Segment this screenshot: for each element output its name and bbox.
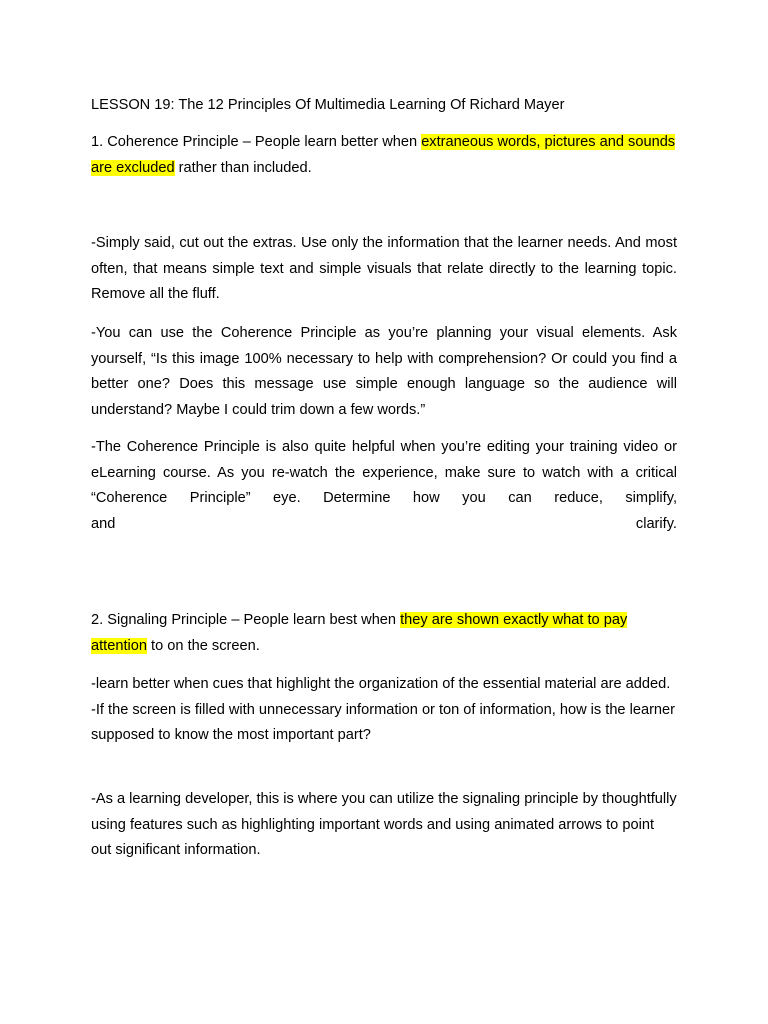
coherence-heading-prefix: 1. Coherence Principle – People learn better when — [91, 134, 422, 150]
coherence-paragraph-planning: -You can use the Coherence Principle as you’re planning your visual elements. Ask yourself, “Is this image 100% necessary to help with comprehension? Or could you find a better one? Does this message use simple enough language so the audience will understand? Maybe I could trim down a few words.” — [91, 325, 677, 418]
lesson-title: LESSON 19: The 12 Principles Of Multimedia Learning Of Richard Mayer — [91, 97, 565, 113]
coherence-heading-suffix: rather than included. — [174, 159, 312, 176]
signaling-paragraph-group — [91, 672, 677, 749]
coherence-highlighted-text: extraneous words, pictures and sounds are excluded — [91, 134, 676, 176]
coherence-editing-last-left: and — [91, 515, 116, 532]
signaling-heading-suffix: to on the screen. — [147, 637, 260, 654]
signaling-paragraph-learn: -learn better when cues that highlight the organization of the essential material are added. — [91, 676, 671, 692]
coherence-editing-body: -The Coherence Principle is also quite helpful when you’re editing your training video or eLearning course. As you re-watch the experience, make sure to watch with a critical “Coherence Principle” eye. Determine how you can reduce, simplify, — [91, 439, 677, 506]
signaling-paragraph-developer: -As a learning developer, this is where you can utilize the signaling principle by thoughtfully using features such as highlighting important words and using animated arrows to point out significant information. — [91, 791, 677, 858]
coherence-editing-last-line — [91, 512, 677, 538]
coherence-principle-heading — [91, 130, 677, 181]
signaling-paragraph-if: -If the screen is filled with unnecessary information or ton of information, how is the learner supposed to know the most important part? — [91, 701, 676, 743]
coherence-paragraph-simply: -Simply said, cut out the extras. Use only the information that the learner needs. And most often, that means simple text and simple visuals that relate directly to the learning topic. Remove all the fluff. — [91, 235, 677, 302]
signaling-heading-prefix: 2. Signaling Principle – People learn best when — [91, 612, 401, 628]
signaling-principle-heading — [91, 608, 677, 659]
signaling-highlighted-text: they are shown exactly what to pay attention — [91, 612, 628, 654]
coherence-editing-last-right: clarify. — [635, 515, 677, 532]
coherence-paragraph-editing — [91, 435, 677, 537]
